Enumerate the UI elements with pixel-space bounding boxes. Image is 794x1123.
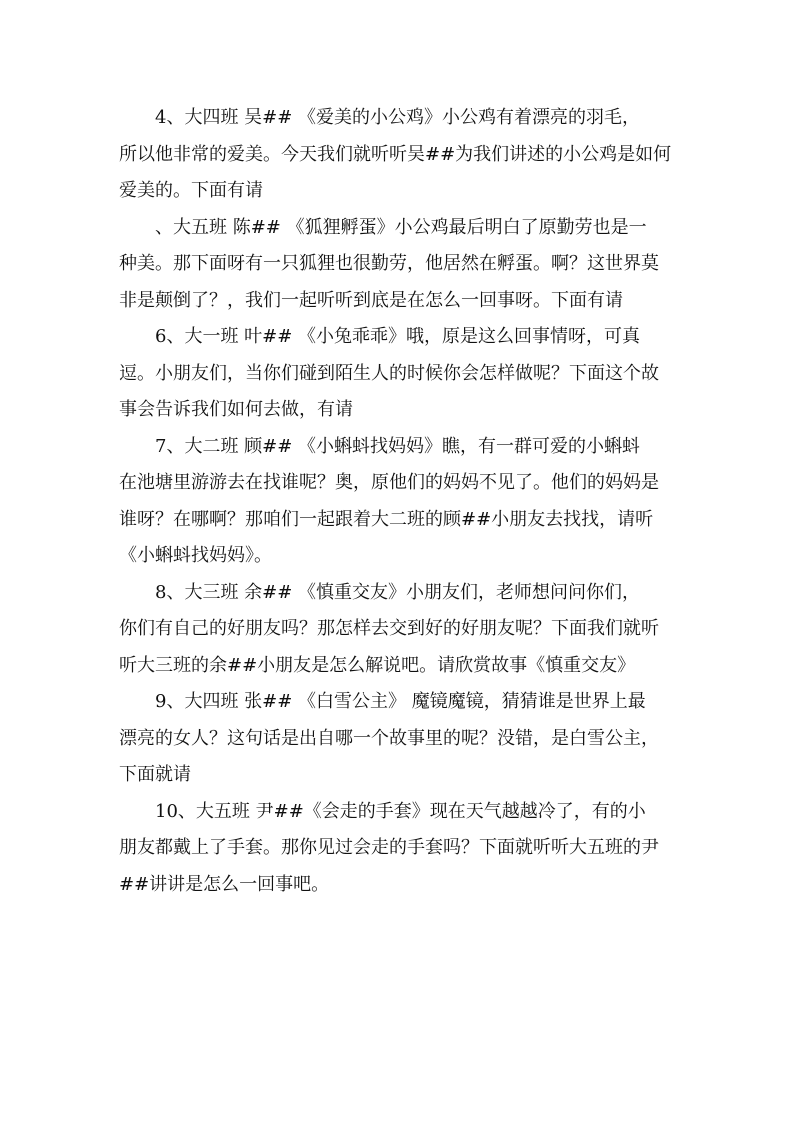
text-line: 朋友都戴上了手套。那你见过会走的手套吗？下面就听听大五班的尹 (119, 837, 659, 858)
text-line: 听大三班的余##小朋友是怎么解说吧。请欣赏故事《慎重交友》 (119, 654, 636, 676)
text-line: 事会告诉我们如何去做，有请 (119, 399, 353, 420)
paragraph-item-8 (119, 575, 685, 685)
paragraph-item-4 (119, 100, 685, 210)
text-line: 4、大四班 吴## 《爱美的小公鸡》小公鸡有着漂亮的羽毛， (155, 107, 641, 128)
text-line: 非是颠倒了？，我们一起听听到底是在怎么一回事呀。下面有请 (119, 289, 623, 311)
text-line: 谁呀？在哪啊？那咱们一起跟着大二班的顾##小朋友去找找，请听 (119, 508, 654, 530)
text-line: 逗。小朋友们，当你们碰到陌生人的时候你会怎样做呢？下面这个故 (119, 362, 659, 384)
text-line: 《小蝌蚪找妈妈》。 (119, 545, 272, 566)
text-line: ##讲讲是怎么一回事吧。 (119, 873, 330, 895)
text-line: 在池塘里游游去在找谁呢？奥，原他们的妈妈不见了。他们的妈妈是 (119, 472, 659, 493)
text-line: 7、大二班 顾## 《小蝌蚪找妈妈》瞧，有一群可爱的小蝌蚪 (155, 435, 641, 457)
text-line: 、大五班 陈## 《狐狸孵蛋》小公鸡最后明白了原勤劳也是一 (155, 216, 647, 238)
text-line: 爱美的。下面有请 (119, 180, 263, 201)
text-line: 10、大五班 尹##《会走的手套》现在天气越越冷了，有的小 (155, 800, 646, 822)
text-line: 漂亮的女人？这句话是出自哪一个故事里的呢？没错，是白雪公主， (119, 727, 659, 749)
text-line: 你们有自己的好朋友吗？那怎样去交到好的好朋友呢？下面我们就听 (119, 618, 659, 639)
text-line: 种美。那下面呀有一只狐狸也很勤劳，他居然在孵蛋。啊？这世界莫 (119, 253, 659, 274)
paragraph-item-6 (119, 319, 685, 429)
document-body (119, 100, 685, 903)
text-line: 8、大三班 余## 《慎重交友》小朋友们，老师想问问你们， (155, 581, 641, 603)
paragraph-item-9 (119, 684, 685, 794)
paragraph-item-7 (119, 429, 685, 575)
paragraph-item-10 (119, 794, 685, 904)
text-line: 6、大一班 叶## 《小兔乖乖》哦，原是这么回事情呀，可真 (155, 326, 641, 347)
text-line: 下面就请 (119, 764, 191, 785)
text-line: 9、大四班 张## 《白雪公主》 魔镜魔镜，猜猜谁是世界上最 (155, 691, 646, 712)
text-line: 所以他非常的爱美。今天我们就听听吴##为我们讲述的小公鸡是如何 (119, 143, 672, 165)
paragraph-item-5 (119, 210, 685, 320)
